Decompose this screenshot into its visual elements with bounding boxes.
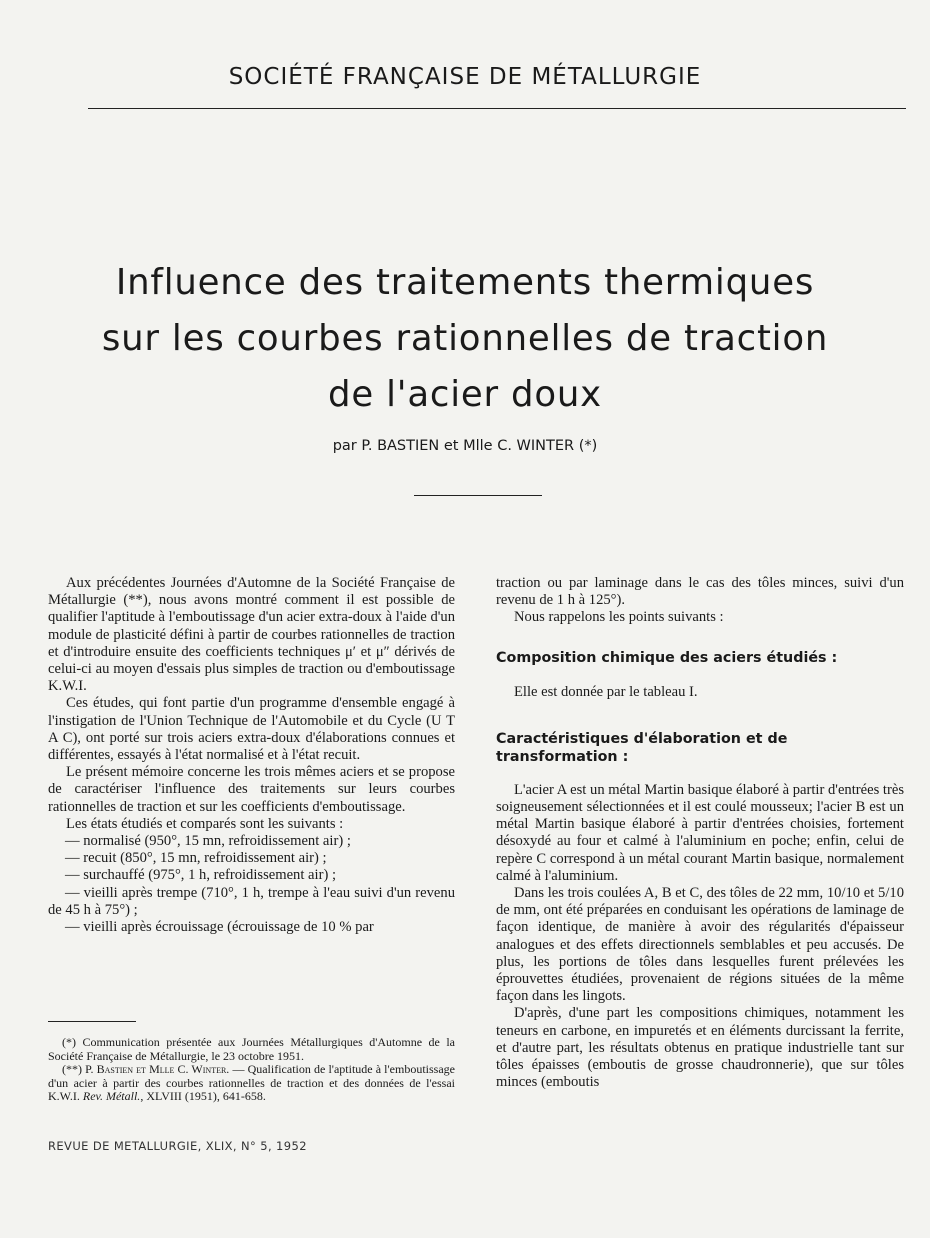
footnote-rule xyxy=(48,1021,136,1022)
paragraph: Aux précédentes Journées d'Automne de la Société Française de Métallurgie (**), nous avons montré comment il est possible de qualifier l'aptitude à l'emboutissage d'un acier extra-doux à l'aide d'un module de plasticité défini à partir de courbes rationnelles de traction et d'introduire ensuite des coefficients techniques μ′ et μ″ dérivés de celui-ci au moyen d'essais plus simples de traction ou d'emboutissage K.W.I. xyxy=(48,575,455,695)
list-item: — normalisé (950°, 15 mn, refroidissement air) ; xyxy=(65,833,351,850)
article-title xyxy=(0,255,930,423)
title-line: de l'acier doux xyxy=(328,374,602,415)
paragraph: Les états étudiés et comparés sont les suivants : xyxy=(66,815,344,832)
section-heading: Composition chimique des aciers étudiés : xyxy=(496,649,838,666)
header-rule xyxy=(88,108,906,109)
paragraph: D'après, d'une part les compositions chimiques, notamment les teneurs en carbone, en impuretés et en éléments durcissant la ferrite, et d'autre part, les résultats obtenus en pratique industrielle tant sur tôles épaisses (emboutis de grosse chaudronnerie), que sur tôles minces (emboutis xyxy=(496,1005,904,1091)
right-column xyxy=(496,575,904,1091)
article-authors: par P. BASTIEN et Mlle C. WINTER (*) xyxy=(332,438,598,454)
footnote: (*) Communication présentée aux Journées Métallurgiques d'Automne de la Société Française de Métallurgie, le 23 octobre 1951. xyxy=(48,1035,455,1063)
list-item: — recuit (850°, 15 mn, refroidissement air) ; xyxy=(65,850,327,867)
footnote-authors: P. Bastien et Mlle C. Winter. xyxy=(85,1062,230,1077)
left-column xyxy=(48,575,455,936)
paragraph: Nous rappelons les points suivants : xyxy=(514,609,724,626)
paragraph: Le présent mémoire concerne les trois mêmes aciers et se propose de caractériser l'influence des traitements sur leurs courbes rationnelles de traction et sur les coefficients d'emboutissage. xyxy=(48,764,455,815)
list-item: — vieilli après trempe (710°, 1 h, trempe à l'eau suivi d'un revenu de 45 h à 75°) ; xyxy=(48,884,455,918)
section-heading: Caractéristiques d'élaboration et de transformation : xyxy=(496,730,788,765)
footnote xyxy=(48,1063,455,1104)
footnote-text: — Qualification de l'aptitude à l'emboutissage d'un acier à partir des courbes rationnelles de traction et des données de l'essai K.W.I. xyxy=(48,1062,455,1104)
paragraph: L'acier A est un métal Martin basique élaboré à partir d'entrées très soigneusement sélectionnées et il est coulé mousseux; l'acier B est un métal Martin basique élaboré à partir d'entrées choisies, fortement désoxydé au four et calmé à l'aluminium en poche; enfin, celui de repère C correspond à un métal courant Martin basique, normalement calmé à l'aluminium. xyxy=(496,781,904,884)
paragraph: Dans les trois coulées A, B et C, des tôles de 22 mm, 10/10 et 5/10 de mm, ont été préparées en conduisant les opérations de laminage de façon identique, de manière à avoir des régularités d'épaisseur analogues et des effets directionnels semblables et peu accusés. De plus, les portions de tôles dans lesquelles furent prélevées les éprouvettes étudiées, provenaient de régions situées de la même façon dans les lingots. xyxy=(496,885,904,1005)
paragraph: Elle est donnée par le tableau I. xyxy=(514,683,698,700)
footnote-journal: Rev. Métall. xyxy=(82,1089,141,1104)
footnote-reference: , XLVIII (1951), 641-658. xyxy=(140,1089,266,1104)
title-divider xyxy=(414,495,542,496)
title-line: Influence des traitements thermiques xyxy=(115,262,815,303)
paragraph: traction ou par laminage dans le cas des tôles minces, suivi d'un revenu de 1 h à 125°). xyxy=(496,575,904,609)
title-line: sur les courbes rationnelles de traction xyxy=(101,318,829,359)
footnotes xyxy=(48,1036,455,1104)
journal-header: SOCIÉTÉ FRANÇAISE DE MÉTALLURGIE xyxy=(228,64,702,90)
list-item: — surchauffé (975°, 1 h, refroidissement air) ; xyxy=(65,867,337,884)
footnote-marker: (**) xyxy=(62,1062,86,1077)
paragraph: Ces études, qui font partie d'un programme d'ensemble engagé à l'instigation de l'Union Technique de l'Automobile et du Cycle (U T A C), ont porté sur trois aciers extra-doux d'élaborations connues et différentes, essayés à l'état normalisé et à l'état recuit. xyxy=(48,695,455,764)
page-footer: REVUE DE METALLURGIE, XLIX, N° 5, 1952 xyxy=(48,1139,307,1153)
list-item: — vieilli après écrouissage (écrouissage de 10 % par xyxy=(65,919,374,936)
